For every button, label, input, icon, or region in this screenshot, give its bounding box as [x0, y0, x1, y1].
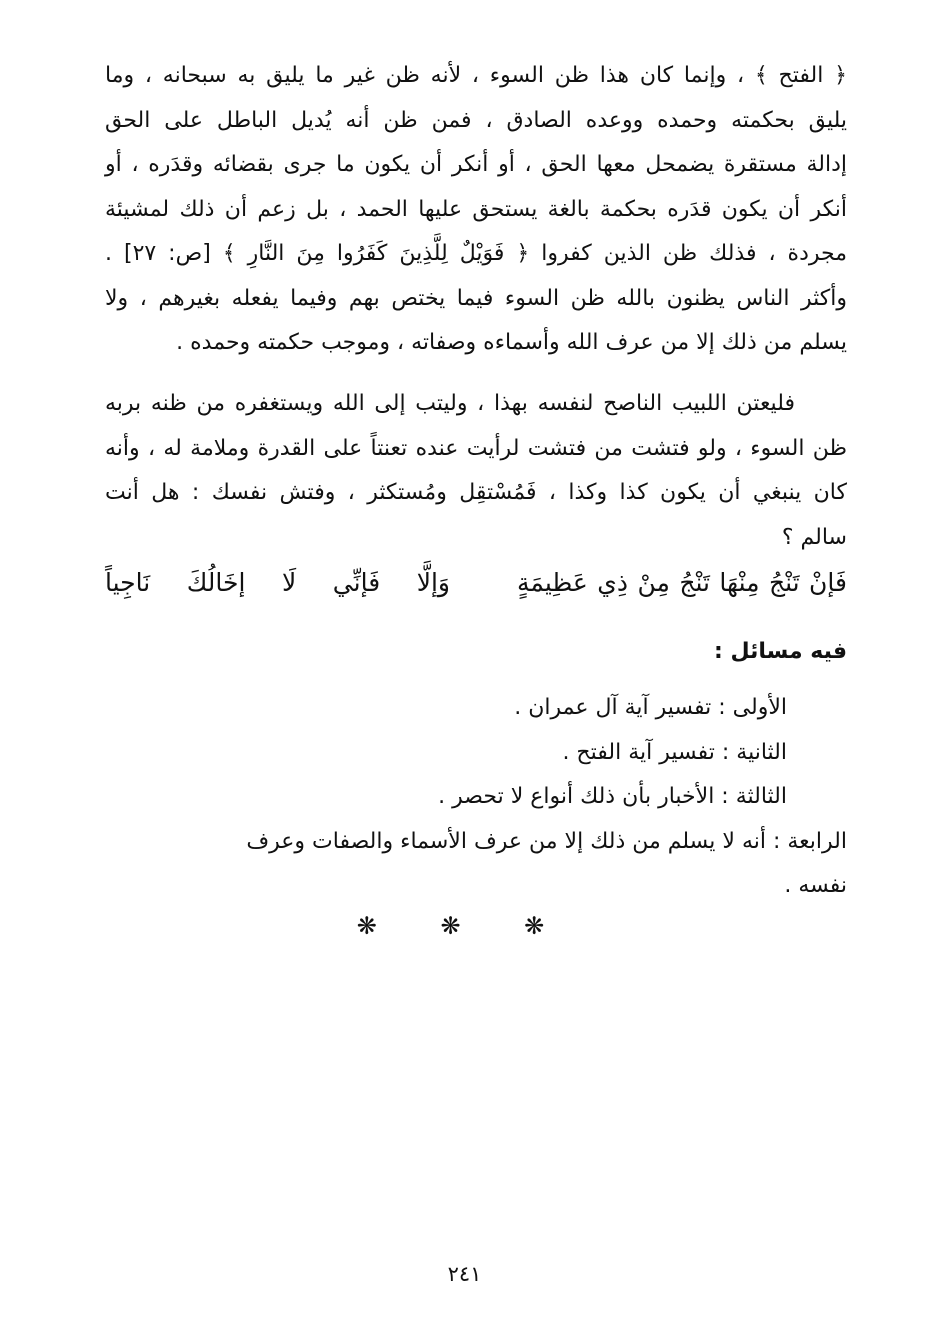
issue-item-continuation: نفسه . — [784, 873, 847, 898]
issue-item: الأولى : تفسير آية آل عمران . — [514, 695, 787, 720]
paragraph-2-line: كان ينبغي أن يكون كذا وكذا ، فَمُسْتقِل ومُستكثر ، وفتش نفسك : هل أنت — [105, 480, 847, 505]
paragraph-1-line: أنكر أن يكون قدَره بحكمة بالغة يستحق عليها الحمد ، بل زعم أن ذلك لمشيئة — [105, 196, 847, 222]
paragraph-1-line: يليق بحكمته وحمده ووعده الصادق ، فمن ظن أنه يُديل الباطل على الحق — [105, 107, 847, 133]
paragraph-2-line: فليعتن اللبيب الناصح لنفسه بهذا ، وليتب إلى الله ويستغفره من ظنه بربه — [105, 391, 795, 416]
paragraph-1 — [105, 54, 847, 366]
poetry-verse — [105, 560, 847, 610]
paragraph-1-line: وأكثر الناس يظنون بالله ظن السوء فيما يختص بهم وفيما يفعله بغيرهم ، ولا — [105, 285, 847, 311]
issue-item: الثانية : تفسير آية الفتح . — [562, 739, 787, 765]
issue-item: الرابعة : أنه لا يسلم من ذلك إلا من عرف الأسماء والصفات وعرف — [246, 828, 847, 854]
issues-heading: فيه مسائل : — [713, 639, 847, 664]
page-number: ٢٤١ — [447, 1262, 482, 1286]
paragraph-2-line: سالم ؟ — [781, 524, 847, 550]
verse-second-hemistich: وَإلَّا فَإنِّي لَا إخَالُكَ نَاجِياً — [105, 568, 450, 597]
verse-first-hemistich: فَإنْ تَنْجُ مِنْهَا تَنْجُ مِنْ ذِي عَظِيمَةٍ — [517, 568, 847, 597]
paragraph-1-line: يسلم من ذلك إلا من عرف الله وأسماءه وصفاته ، وموجب حكمته وحمده . — [176, 330, 847, 355]
section-separator: ❋ ❋ ❋ — [356, 912, 573, 940]
issues-list — [105, 686, 847, 909]
paragraph-2-line: ظن السوء ، ولو فتشت من فتشت لرأيت عنده تعنتاً على القدرة وملامة له ، وأنه — [105, 435, 847, 461]
paragraph-1-line: إدالة مستقرة يضمحل معها الحق ، أو أنكر أن يكون ما جرى بقضائه وقدَره ، أو — [105, 152, 847, 177]
issue-item: الثالثة : الأخبار بأن ذلك أنواع لا تحصر . — [438, 784, 787, 809]
paragraph-1-line: ﴿ الفتح ﴾ ، وإنما كان هذا ظن السوء ، لأنه ظن غير ما يليق به سبحانه ، وما — [105, 63, 847, 88]
paragraph-1-line: مجردة ، فذلك ظن الذين كفروا ﴿ فَوَيْلٌ لِلَّذِينَ كَفَرُوا مِنَ النَّارِ ﴾ [ص: ٢٧] . — [105, 241, 847, 266]
paragraph-2 — [105, 382, 847, 560]
